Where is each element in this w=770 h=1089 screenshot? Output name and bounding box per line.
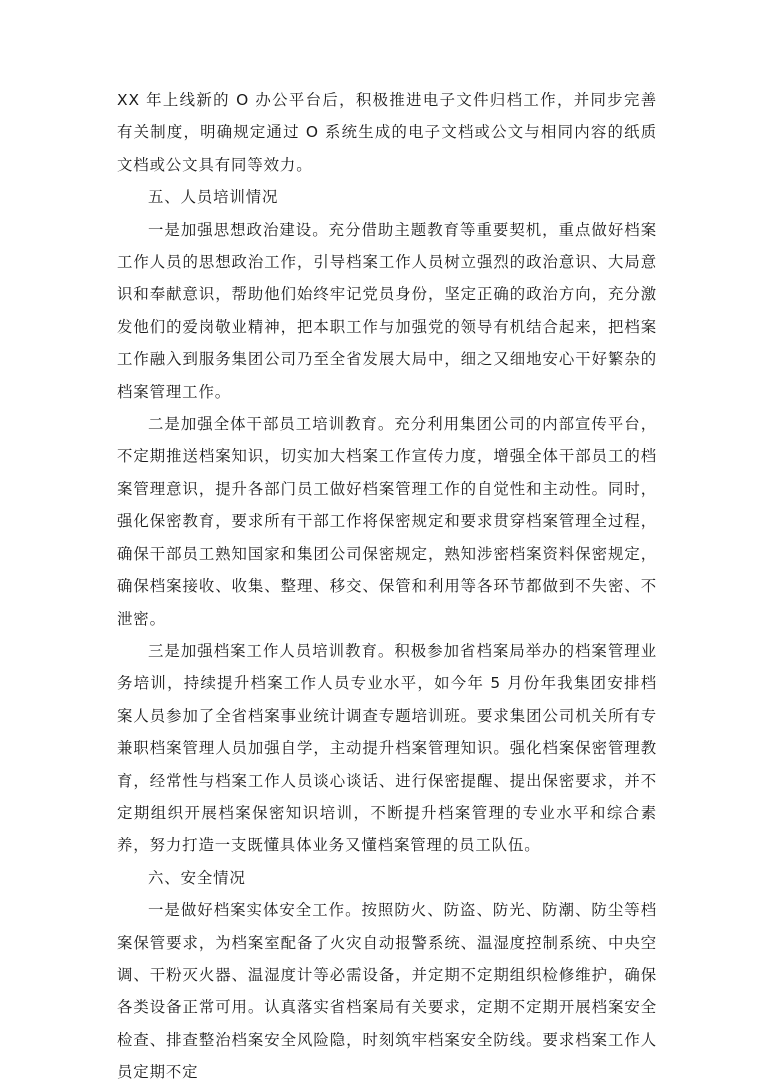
paragraph-staff-training: 二是加强全体干部员工培训教育。充分利用集团公司的内部宣传平台，不定期推送档案知识，切实加大档案工作宣传力度，增强全体干部员工的档案管理意识，提升各部门员工做好档案管理工作的自觉性和主动性。同时，强化保密教育，要求所有干部工作将保密规定和要求贯穿档案管理全过程，确保干部员工熟知国家和集团公司保密规定，熟知涉密档案资料保密规定，确保档案接收、收集、整理、移交、保管和利用等各环节都做到不失密、不泄密。 (117, 415, 657, 628)
intro-paragraph: XX 年上线新的 O 办公平台后，积极推进电子文件归档工作，并同步完善有关制度，明确规定通过 O 系统生成的电子文档或公文与相同内容的纸质文档或公文具有同等效力。 (117, 91, 657, 174)
paragraph-political-construction: 一是加强思想政治建设。充分借助主题教育等重要契机，重点做好档案工作人员的思想政治工作，引导档案工作人员树立强烈的政治意识、大局意识和奉献意识，帮助他们始终牢记党员身份，坚定正确的政治方向，充分激发他们的爱岗敬业精神，把本职工作与加强党的领导有机结合起来，把档案工作融入到服务集团公司乃至全省发展大局中，细之又细地安心干好繁杂的档案管理工作。 (117, 220, 657, 401)
document-page (117, 84, 657, 1089)
section-heading-personnel-training: 五、人员培训情况 (148, 188, 279, 207)
paragraph-archive-staff-training: 三是加强档案工作人员培训教育。积极参加省档案局举办的档案管理业务培训，持续提升档案工作人员专业水平，如今年 5 月份年我集团安排档案人员参加了全省档案事业统计调查专题培训班。要求集团公司机关所有专兼职档案管理人员加强自学，主动提升档案管理知识。强化档案保密管理教育，经常性与档案工作人员谈心谈话、进行保密提醒、提出保密要求，并不定期组织开展档案保密知识培训，不断提升档案管理的专业水平和综合素养，努力打造一支既懂具体业务又懂档案管理的员工队伍。 (117, 641, 657, 855)
section-heading-security: 六、安全情况 (148, 868, 246, 887)
paragraph-physical-security: 一是做好档案实体安全工作。按照防火、防盗、防光、防潮、防尘等档案保管要求，为档案室配备了火灾自动报警系统、温湿度控制系统、中央空调、干粉灭火器、温湿度计等必需设备，并定期不定期组织检修维护，确保各类设备正常可用。认真落实省档案局有关要求，定期不定期开展档案安全检查、排查整治档案安全风险隐，时刻筑牢档案安全防线。要求档案工作人员定期不定 (117, 901, 657, 1082)
